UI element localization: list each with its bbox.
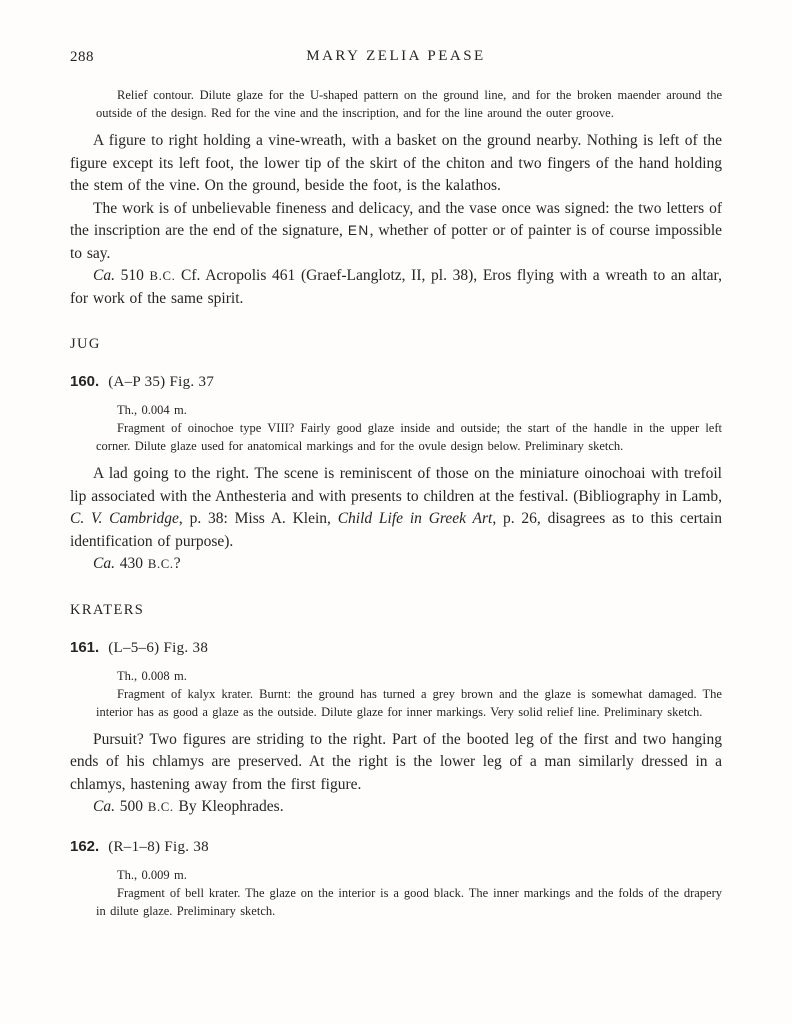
entry-160-tech-note: Fragment of oinochoe type VIII? Fairly good glaze inside and outside; the start of the handle in the upper left corner. Dilute glaze used for anatomical markings and for the ovule design below. Preliminary sketch. <box>96 421 722 453</box>
entry-162-reference: (R–1–8) Fig. 38 <box>108 838 209 855</box>
section-heading-jug: JUG <box>70 336 101 352</box>
entry-162-tech-note: Fragment of bell krater. The glaze on the interior is a good black. The inner markings and the folds of the drapery in dilute glaze. Preliminary sketch. <box>96 885 722 918</box>
entry-160-reference: (A–P 35) Fig. 37 <box>108 374 215 390</box>
entry-162-number: 162. <box>70 837 100 855</box>
entry-162-tech-block <box>70 866 722 920</box>
entry-159-date-line: Ca. 510 B.C. Cf. Acropolis 461 (Graef-Langlotz, II, pl. 38), Eros flying with a wreath to an altar, for work of the same spirit. <box>70 267 722 307</box>
entry-160-tech-block <box>70 401 722 455</box>
page-header <box>70 48 722 70</box>
entry-159-description-2: The work is of unbelievable fineness and delicacy, and the vase once was signed: the two letters of the inscription are the end of the signature, EN, whether of potter or of painter is of course impossible to say. <box>70 199 723 262</box>
entry-160-heading <box>70 370 722 394</box>
page-number: 288 <box>70 49 94 65</box>
entry-161-number: 161. <box>70 638 100 656</box>
entry-161-date-line: Ca. 500 B.C. By Kleophrades. <box>93 798 284 815</box>
entry-161-description: Pursuit? Two figures are striding to the right. Part of the booted leg of the first and two hanging ends of his chlamys are preserved. At the right is the lower leg of a man similarly dressed in a chlamys, hastening away from the first figure. <box>70 730 722 793</box>
entry-159-tech-note: Relief contour. Dilute glaze for the U-shaped pattern on the ground line, and for the broken maender around the outside of the design. Red for the vine and the inscription, and for the line around the outer groove. <box>96 88 722 120</box>
entry-161-tech-block <box>70 667 722 721</box>
running-head: MARY ZELIA PEASE <box>306 48 486 64</box>
entry-161-reference: (L–5–6) Fig. 38 <box>108 639 209 656</box>
entry-160-date-line: Ca. 430 B.C.? <box>93 555 181 572</box>
entry-161-thickness: Th., 0.008 m. <box>117 668 187 683</box>
entry-160-description: A lad going to the right. The scene is reminiscent of those on the miniature oinochoai with trefoil lip associated with the Anthesteria and with presents to children at the festival. (Bibliography in Lamb, C. V. Cambridge, p. 38: Miss A. Klein, Child Life in Greek Art, p. 26, disagrees as to this certain identification of purpose). <box>70 465 722 550</box>
page-body <box>70 86 722 920</box>
section-heading-kraters: KRATERS <box>70 601 145 618</box>
entry-161-tech-note: Fragment of kalyx krater. Burnt: the ground has turned a grey brown and the glaze is somewhat damaged. The interior has as good a glaze as the outside. Dilute glaze for inner markings. Very solid relief line. Preliminary sketch. <box>96 686 722 719</box>
entry-162-heading <box>70 835 722 859</box>
entry-159-text <box>70 130 722 310</box>
entry-162-thickness: Th., 0.009 m. <box>117 867 187 882</box>
entry-160-thickness: Th., 0.004 m. <box>117 403 187 417</box>
entry-161-heading <box>70 636 722 660</box>
entry-160-number: 160. <box>70 373 100 390</box>
entry-160-text <box>70 463 722 576</box>
entry-159-description-1: A figure to right holding a vine-wreath, with a basket on the ground nearby. Nothing is left of the figure except its left foot, the lower tip of the skirt of the chiton and two fingers of the hand holding the stem of the vine. On the ground, beside the foot, is the kalathos. <box>70 132 722 194</box>
entry-161-text <box>70 729 722 819</box>
